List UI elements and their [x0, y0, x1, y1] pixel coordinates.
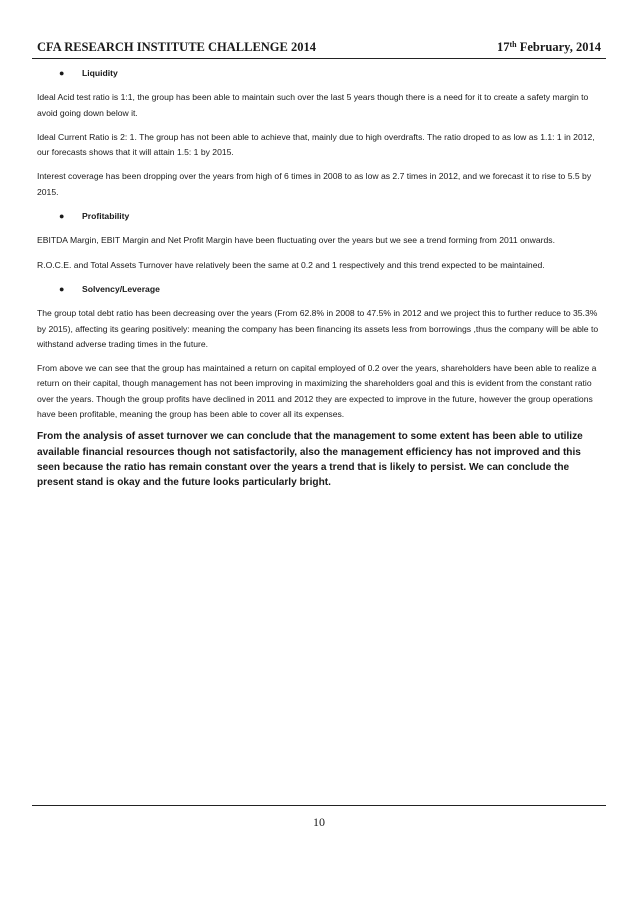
paragraph-return-on-capital: From above we can see that the group has maintained a return on capital employed of 0.2 over the years, shareholders have been able to realize a return on their capital, though management has not been improving in maximizing the shareholders goal and this is evident from the constant ratio over the years. Though the group profits have declined in 2011 and 2012 they are expected to improve in the future, however the group operations have been profitable, meaning the group has been able to cover all its expenses. — [37, 363, 597, 420]
bullet-icon: ● — [59, 283, 65, 294]
page-header — [37, 40, 601, 58]
document-body — [37, 66, 601, 500]
bullet-icon: ● — [59, 68, 65, 78]
paragraph-conclusion: From the analysis of asset turnover we can conclude that the management to some extent has been able to utilize available financial resources though not satisfactorily, also the management efficiency has not improved and this seen because the ratio has remain constant over the years a trend that is likely to persist. We can conclude the present stand is okay and the future looks particularly bright. — [37, 431, 583, 489]
page-number: 10 — [313, 815, 325, 829]
header-date-day: 17 — [497, 40, 510, 54]
bullet-icon: ● — [59, 211, 65, 222]
paragraph-interest-coverage: Interest coverage has been dropping over the years from high of 6 times in 2008 to as low as 2.7 times in 2012, and we forecast it to rise to 5.5 by 2015. — [37, 171, 592, 197]
header-date — [497, 40, 601, 55]
header-divider — [32, 58, 606, 59]
section-heading-label: Profitability — [82, 211, 130, 222]
header-date-suffix: th — [509, 40, 517, 49]
section-heading-solvency — [37, 282, 601, 297]
footer-divider — [32, 805, 606, 806]
paragraph-debt-ratio: The group total debt ratio has been decreasing over the years (From 62.8% in 2008 to 47.5% in 2012 and we project this to further reduce to 35.3% by 2015), affecting its gearing positively: meaning the company has been financing its assets less from borrowings ,thus the company will be able to withstand adverse trading times in the future. — [37, 308, 599, 349]
section-heading-label: Solvency/Leverage — [82, 283, 160, 294]
header-date-rest: February, 2014 — [516, 40, 601, 54]
header-title: CFA RESEARCH INSTITUTE CHALLENGE 2014 — [37, 40, 316, 54]
paragraph-current-ratio: Ideal Current Ratio is 2: 1. The group has not been able to achieve that, mainly due to high overdrafts. The ratio droped to as low as 1.1: 1 in 2012, our forecasts shows that it will attain 1.5: 1 by 2015. — [37, 131, 595, 158]
paragraph-roce: R.O.C.E. and Total Assets Turnover have relatively been the same at 0.2 and 1 respectively and this trend expected to be maintained. — [37, 259, 545, 270]
section-heading-liquidity — [37, 66, 601, 81]
paragraph-acid-test: Ideal Acid test ratio is 1:1, the group has been able to maintain such over the last 5 years though there is a need for it to create a safety margin to avoid going down below it. — [37, 92, 589, 118]
section-heading-profitability — [37, 209, 601, 224]
section-heading-label: Liquidity — [82, 68, 118, 78]
paragraph-margins: EBITDA Margin, EBIT Margin and Net Profit Margin have been fluctuating over the years but we see a trend forming from 2011 onwards. — [37, 235, 555, 246]
